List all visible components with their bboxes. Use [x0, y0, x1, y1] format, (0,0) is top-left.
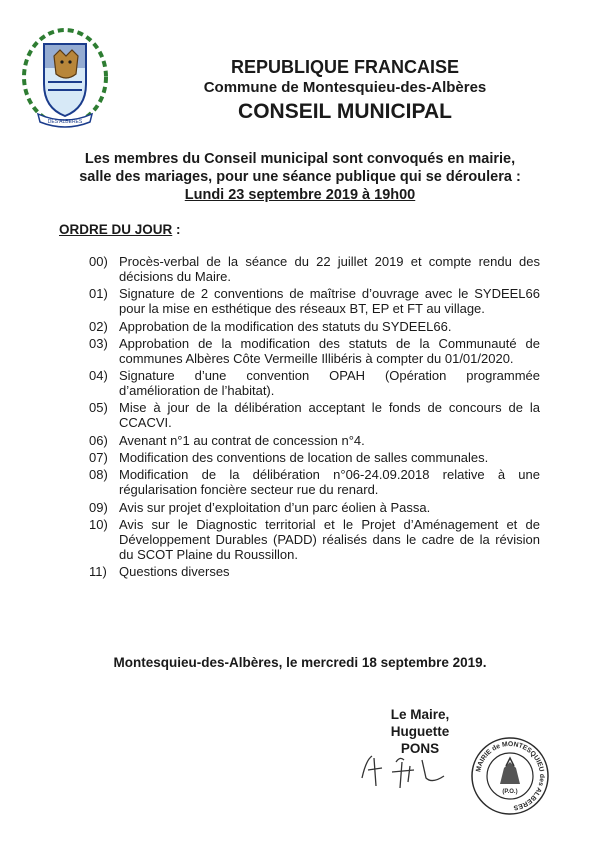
agenda-item [89, 254, 540, 284]
agenda-item [89, 400, 540, 430]
conseil-title: CONSEIL MUNICIPAL [238, 100, 452, 123]
stamp-dept: (P.O.) [502, 789, 518, 795]
agenda-item-number: 11) [89, 564, 107, 580]
handwritten-signature-icon [352, 748, 462, 793]
agenda-item-number: 06) [89, 432, 108, 448]
stamp-text: MAIRIE de MONTESQUIEU des ALBERES [475, 740, 546, 811]
agenda-item-number: 02) [89, 318, 108, 334]
agenda-item-text: Modification des conventions de location de salles communales. [119, 450, 489, 466]
agenda-item-number: 09) [89, 499, 108, 515]
convocation-text [40, 150, 560, 204]
agenda-item-text: Approbation de la modification des statuts du SYDEEL66. [119, 318, 452, 334]
agenda-heading [59, 222, 181, 237]
signatory-name: Huguette PONS [390, 724, 450, 756]
agenda-item [89, 564, 540, 579]
agenda-item-number: 10) [89, 516, 108, 532]
agenda-item [89, 500, 540, 515]
agenda-item [89, 517, 540, 562]
agenda-item [89, 368, 540, 398]
agenda-item [89, 286, 540, 316]
agenda-item-text: Avis sur projet d’exploitation d’un parc éolien à Passa. [119, 499, 431, 515]
agenda-item-text: Procès-verbal de la séance du 22 juillet 2019 et compte rendu des décisions du Maire. [119, 254, 540, 284]
agenda-title-suffix: : [172, 222, 181, 237]
logo-banner-text: DES ALBERES [47, 119, 83, 125]
commune-name: Commune de Montesquieu-des-Albères [203, 79, 487, 96]
agenda-item-text: Approbation de la modification des statuts de la Communauté de communes Albères Côte Vermeille Illibéris à compter du 01/01/2020. [119, 335, 540, 366]
convocation-line-2: salle des mariages, pour une séance publique qui se déroulera : [79, 169, 521, 185]
agenda-item [89, 433, 540, 448]
agenda-item-text: Avis sur le Diagnostic territorial et le Projet d’Aménagement et de Développement Durables (PADD) réalisés dans le cadre de la révision du SCOT Plaine du Roussillon. [119, 516, 540, 562]
agenda-item-text: Avenant n°1 au contrat de concession n°4. [119, 432, 365, 448]
agenda-item-text: Signature d’une convention OPAH (Opération programmée d’amélioration de l’habitat). [119, 368, 540, 399]
signatory-title: Le Maire, [390, 707, 450, 722]
agenda-item-number: 01) [89, 286, 108, 302]
agenda-item-text: Questions diverses [119, 564, 230, 580]
agenda-item-number: 00) [89, 254, 108, 269]
agenda-item-number: 03) [89, 335, 108, 351]
agenda-list [89, 254, 540, 582]
agenda-item [89, 450, 540, 465]
republique-title: REPUBLIQUE FRANCAISE [230, 57, 459, 77]
agenda-title: ORDRE DU JOUR [59, 222, 173, 237]
document-header [130, 56, 560, 125]
agenda-item [89, 319, 540, 334]
mairie-stamp-icon [470, 736, 550, 816]
agenda-item-text: Modification de la délibération n°06-24.09.2018 relative à une régularisation foncière secteur rue du renard. [119, 467, 540, 498]
agenda-item-number: 04) [89, 368, 108, 384]
agenda-item-number: 05) [89, 400, 108, 416]
agenda-item-number: 07) [89, 450, 108, 466]
agenda-item-number: 08) [89, 467, 108, 483]
agenda-item [89, 336, 540, 366]
place-and-date: Montesquieu-des-Albères, le mercredi 18 septembre 2019. [113, 655, 487, 670]
agenda-item-text: Signature de 2 conventions de maîtrise d’ouvrage avec le SYDEEL66 pour la mise en esthétique des réseaux BT, EP et FT au village. [119, 286, 540, 317]
agenda-item [89, 467, 540, 497]
meeting-date: Lundi 23 septembre 2019 à 19h00 [184, 187, 416, 203]
coat-of-arms-icon [20, 22, 110, 132]
agenda-item-text: Mise à jour de la délibération acceptant le fonds de concours de la CCACVI. [119, 400, 540, 431]
convocation-line-1: Les membres du Conseil municipal sont convoqués en mairie, [84, 151, 516, 167]
